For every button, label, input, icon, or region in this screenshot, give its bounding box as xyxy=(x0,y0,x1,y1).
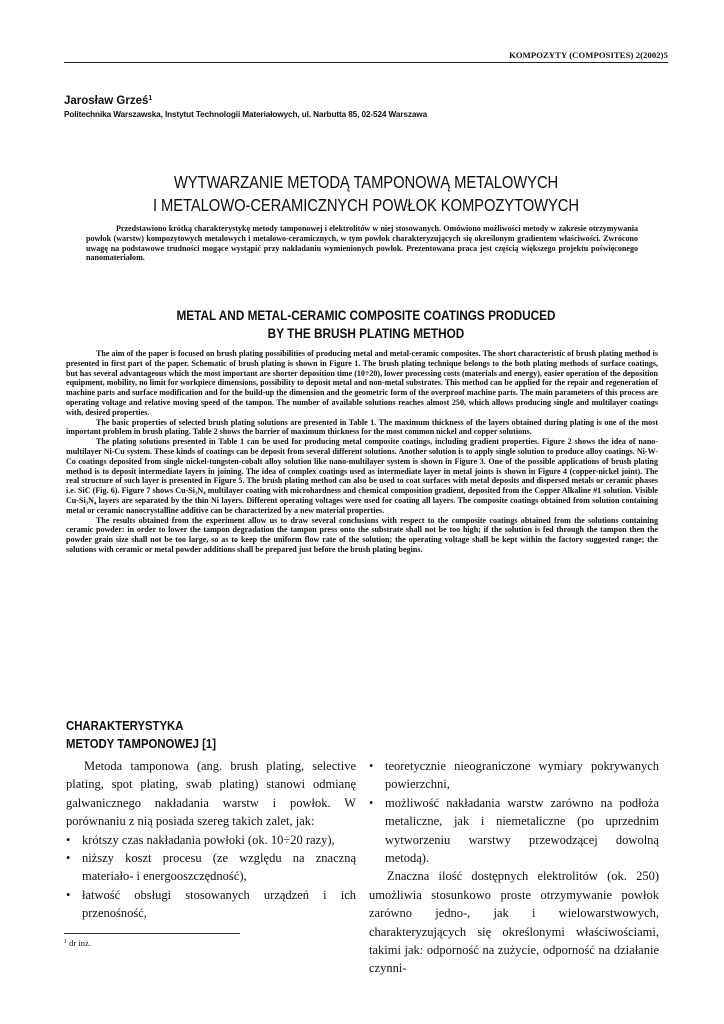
abstract-pl-text: Przedstawiono krótką charakterystykę metody tamponowej i elektrolitów w niej stosowanych. Omówiono możliwości metody w zakresie otrzymywania powłok (warstw) kompozytowych metalowych i metalowo-ceramicznych, w tym powłok charakteryzujących się określonym gradientem właściwości. Zwrócono uwagę na podstawowe trudności mogące wystąpić przy nakładaniu wymienionych powłok. Prezentowana praca jest częścią większego projektu poświęconego nanomateriałom. xyxy=(86,224,638,263)
abstract-en-paragraph: The aim of the paper is focused on brush plating possibilities of producing metal and metal-ceramic composites. The short characteristic of brush plating method is presented in first part of the paper. Schematic of brush plating is shown in Figure 1. The brush plating technique belongs to the both plating methods of surface coatings, but has several advantageous which the most important are shorter deposition time (10÷20), lower processing costs (materials and energy), easier operation of the deposition equipment, mobility, no limit for workpiece dimensions, possibility to deposit metal and non-metal substrates. This method can be applied for the repair and regeneration of machine parts and surface modification and for the build-up the dimension and the geometric form of the overproof machine parts. The main parameters of this process are operating voltage and relative moving speed of the tampon. The number of available solutions reaches almost 250, which allows producing single and multilayer coatings with, desired properties. xyxy=(66,349,658,417)
abstract-en-paragraph: The results obtained from the experiment allow us to draw several conclusions with respect to the composite coatings obtained from the solutions containing ceramic powder: in order to lower the tampon degradation the tampon press onto the substrate shall not be too high; if the solution is fed through the tampon then the powder grain size shall not be too large, so as to keep the uniform flow rate of the solution; the operating voltage shall be kept within the factory suggested range; the solutions with ceramic or metal powder additions shall be prepared just before the brush plating begins. xyxy=(66,515,658,554)
footnote-text: dr inż. xyxy=(69,938,91,948)
bullet-icon: • xyxy=(66,832,71,847)
list-item: • możliwość nakładania warstw zarówno na podłoża metaliczne, jak i niemetaliczne (po uprzednim wytworzeniu warstwy przewodzącej dowolną metodą). xyxy=(369,795,659,866)
title-pl-line-1: WYTWARZANIE METODĄ TAMPONOWĄ METALOWYCH xyxy=(173,172,559,192)
bullet-icon: • xyxy=(369,759,374,773)
body-paragraph: Metoda tamponowa (ang. brush plating, selective plating, spot plating, swab plating) stanowi odmianę galwanicznego nakładania warstw i powłok. W porównaniu z nią posiada szereg takich zalet, jak: xyxy=(66,759,356,829)
author-affiliation: Politechnika Warszawska, Instytut Technologii Materiałowych, ul. Narbutta 85, 02-524 Warszawa xyxy=(64,110,428,119)
advantages-list xyxy=(66,831,356,923)
header-rule xyxy=(64,62,668,63)
title-pl-line-2: I METALOWO-CERAMICZNYCH POWŁOK KOMPOZYTOWYCH xyxy=(153,195,579,215)
bullet-icon: • xyxy=(66,887,71,902)
bullet-icon: • xyxy=(66,851,71,866)
abstract-en xyxy=(66,349,658,555)
footnote-mark: 1 xyxy=(64,939,67,945)
list-item: • teoretycznie nieograniczone wymiary pokrywanych powierzchni, xyxy=(369,759,659,792)
section-heading-line-1: CHARAKTERYSTYKA xyxy=(66,718,184,733)
title-en-line-1: METAL AND METAL-CERAMIC COMPOSITE COATINGS PRODUCED xyxy=(176,308,556,323)
abstract-en-paragraph: The basic properties of selected brush plating solutions are presented in Table 1. The maximum thickness of the layers obtained during plating is one of the most important problem in brush plating. Table 2 shows the barrier of maximum thickness for the most common nickel and copper solutions. xyxy=(66,417,658,437)
advantages-list-continued xyxy=(369,757,659,867)
author-name xyxy=(64,95,152,107)
body-paragraph: Znaczna ilość dostępnych elektrolitów (ok. 250) umożliwia stosunkowo proste otrzymywanie powłok zarówno jedno-, jak i wielowarstwowych, charakteryzujących się określonymi właściwościami, takimi jak: odporność na zużycie, odporność na działanie czynni- xyxy=(369,869,659,976)
list-item: • niższy koszt procesu (ze względu na znaczną materiało- i energooszczędność), xyxy=(66,851,356,884)
body-column-left xyxy=(66,757,356,923)
abstract-pl xyxy=(86,224,638,263)
section-heading xyxy=(66,717,216,753)
bullet-icon: • xyxy=(369,795,374,810)
author-footnote-mark: 1 xyxy=(148,95,153,102)
footnote xyxy=(64,938,91,948)
author-name-text: Jarosław Grześ xyxy=(64,95,149,107)
title-en-line-2: BY THE BRUSH PLATING METHOD xyxy=(267,326,465,341)
abstract-en-paragraph: The plating solutions presented in Table 1 can be used for producing metal composite coatings, including gradient properties. Figure 2 shows the idea of nano-multilayer Ni-Cu system. These kinds of coatings can be deposit from several different solutions. Another solution is to apply single solution to produce alloy coatings. Ni-W-Co coatings deposited from single nickel-tungsten-cobalt alloy solution like nano-multilayer system is shown in Figure 3. One of the possible applications of brush plating method is to deposit intermediate layers in joining. The idea of complex coatings used as intermediate layer in metal joints is shown in Figure 4 (copper-nickel joint). The real structure of such layer is presented in Figure 5. The brush plating method can also be used to coat surfaces with metal deposits and dispersed metals or ceramic phases i.e. SiC (Fig. 6). Figure 7 shows Cu-Si₃N₄ multilayer coating with microhardness and chemical composition gradient, deposited from the Copper Alkaline #1 solution. Visible Cu-Si₃N₄ layers are separated by the thin Ni layers. Different operating voltages were used for coating all layers. The composite coatings obtained from solution containing metal or ceramic nanocrystalline additive can be characterized by a new material properties. xyxy=(66,437,658,515)
footnote-rule xyxy=(64,933,240,934)
list-item: • krótszy czas nakładania powłoki (ok. 10÷20 razy), xyxy=(66,831,356,849)
journal-header: KOMPOZYTY (COMPOSITES) 2(2002)5 xyxy=(509,50,668,60)
section-heading-line-2: METODY TAMPONOWEJ [1] xyxy=(66,736,216,751)
body-column-right xyxy=(369,757,659,978)
list-item: • łatwość obsługi stosowanych urządzeń i ich przenośność, xyxy=(66,887,356,921)
